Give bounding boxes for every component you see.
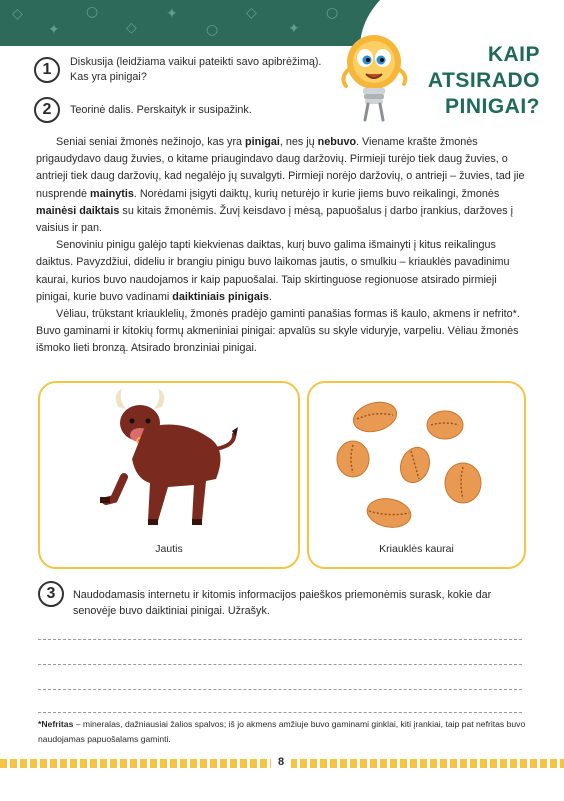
paragraph-2: Senoviniu pinigu galėjo tapti kiekvienas daiktas, kurį buvo galima išmainyti į kitus reikalingus daiktus. Pavyzdžiui, dideliu ir brangiu pinigu buvo laikomas jautis, o smulkiu – kriauklės pavadinimu kaurai, kurios buvo naudojamos ir kaip papuošalai. Taip skirtinguose regionuose atsirado pirmieji pinigai, kurie buvo vadinami daiktiniais pinigais. bbox=[36, 239, 510, 303]
pattern-shape: ✦ bbox=[48, 22, 60, 38]
question-3-line: Naudodamasis internetu ir kitomis informacijos paieškos priemonėmis surask, kokie dar bbox=[73, 589, 492, 601]
footnote-term: *Nefritas bbox=[38, 719, 74, 729]
paragraph-3: Vėliau, trūkstant kriauklelių, žmonės pradėjo gaminti panašias formas iš kaulo, akmens ir nefrito*. Buvo gaminami ir kitokių formų akmeniniai pinigai: apvalūs su skyle viduryje, varpeliu. Vėliau žmonės išmoko lieti bronzą. Atsirado bronziniai pinigai. bbox=[36, 308, 520, 355]
title-line: ATSIRADO bbox=[427, 69, 540, 92]
pattern-shape: ○ bbox=[86, 4, 99, 20]
ox-caption: Jautis bbox=[155, 543, 183, 555]
answer-line[interactable] bbox=[38, 689, 522, 690]
paragraph-1: Seniai seniai žmonės nežinojo, kas yra pinigai, nes jų nebuvo. Viename krašte žmonės prigaudydavo daug žuvies, o kitame priaugindavo daug daržovių. Pirmieji turėjo tiek daug žuvies, o antrieji tiek daug daržovių, kad negalėjo jų suvalgyti. Pirmieji norėjo daržovių, o antrieji – žuvies, tad jie nusprendė mainytis. Norėdami įsigyti daiktų, kurių neturėjo ir kurie jiems buvo reikalingi, žmonės mainėsi daiktais su kitais žmonėmis. Žuvį keisdavo į mėsą, papuošalus į darbo įrankius, daržoves į vaisius ir pan. bbox=[36, 136, 525, 235]
ox-card bbox=[38, 381, 300, 569]
pattern-shape: ○ bbox=[326, 5, 339, 21]
title-line: PINIGAI? bbox=[444, 95, 540, 118]
pattern-shape: ◇ bbox=[12, 6, 23, 22]
question-number-2: 2 bbox=[34, 97, 60, 123]
question-2-text: Teorinė dalis. Perskaityk ir susipažink. bbox=[70, 104, 252, 116]
footnote bbox=[38, 717, 528, 747]
answer-line[interactable] bbox=[38, 639, 522, 640]
ox-illustration bbox=[88, 389, 248, 529]
page-title bbox=[428, 42, 540, 120]
answer-line[interactable] bbox=[38, 712, 522, 713]
cowrie-caption: Kriauklės kaurai bbox=[379, 543, 454, 555]
title-line: KAIP bbox=[487, 43, 540, 66]
question-number-1: 1 bbox=[34, 57, 60, 83]
reading-text bbox=[36, 134, 528, 358]
answer-line[interactable] bbox=[38, 664, 522, 665]
question-number-3: 3 bbox=[38, 581, 64, 607]
pattern-shape: ◇ bbox=[246, 5, 257, 21]
page-number: 8 bbox=[271, 754, 291, 771]
pattern-shape: ◇ bbox=[126, 20, 137, 36]
question-3-line: senovėje buvo daiktiniai pinigai. Užrašyk. bbox=[73, 605, 270, 617]
pattern-shape: ○ bbox=[206, 22, 219, 38]
cowrie-card bbox=[307, 381, 526, 569]
pattern-shape: ✦ bbox=[288, 21, 300, 37]
question-1-line: Diskusija (leidžiama vaikui pateikti savo apibrėžimą). bbox=[70, 56, 322, 68]
cowrie-shells-illustration bbox=[317, 391, 517, 541]
footnote-text: – mineralas, dažniausiai žalios spalvos; iš jo akmens amžiuje buvo gaminami ginklai, kiti įrankiai, taip pat nefritas buvo naudojamas papuošalams gaminti. bbox=[38, 719, 526, 744]
pattern-shape: ✦ bbox=[166, 6, 178, 22]
question-1-text bbox=[70, 55, 370, 85]
question-1-line: Kas yra pinigai? bbox=[70, 71, 147, 83]
question-3-text bbox=[73, 587, 533, 619]
